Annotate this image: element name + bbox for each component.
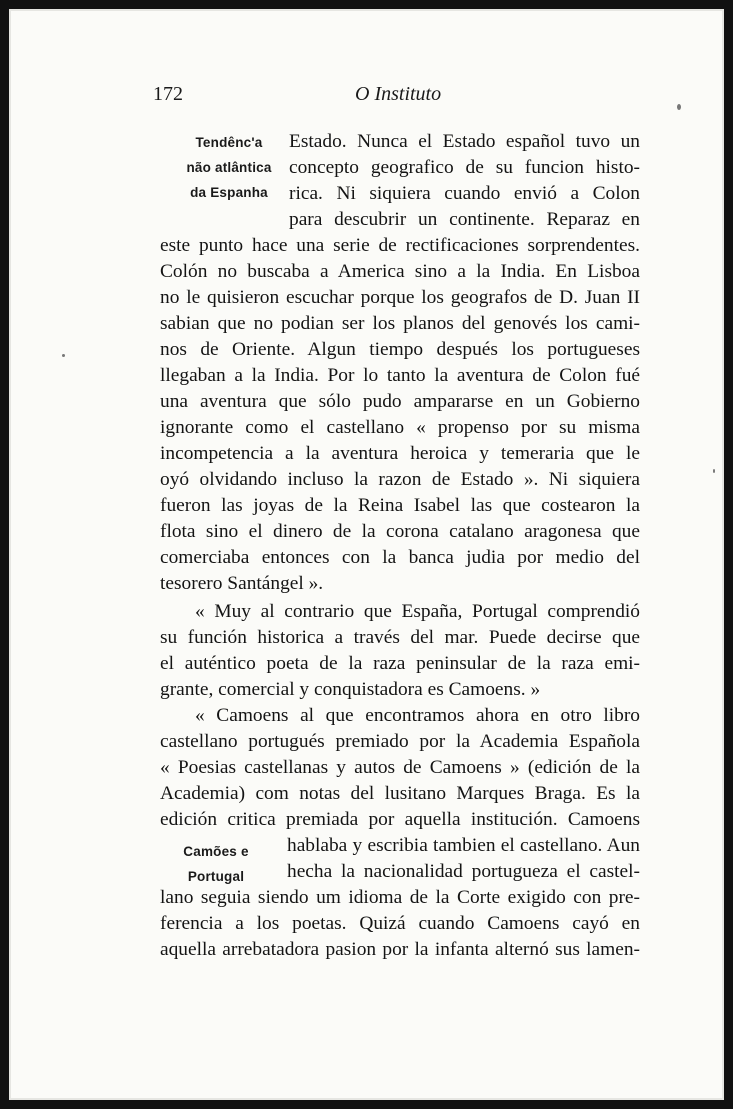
- margin-note-line: Tendênc'a: [195, 135, 263, 150]
- page-header: [9, 83, 724, 113]
- text-line: una aventura que sólo pudo ampararse en un Gobierno: [160, 391, 640, 412]
- text-line: Estado. Nunca el Estado español tuvo un: [289, 131, 640, 152]
- text-line: ignorante como el castellano « propenso por su misma: [160, 417, 640, 438]
- text-line: aquella arrebatadora pasion por la infanta alternó sus lamen-: [160, 939, 640, 960]
- text-line: incompetencia a la aventura heroica y temeraria que le: [160, 443, 640, 464]
- text-line: comerciaba entonces con la banca judia por medio del: [160, 547, 640, 568]
- text-line: no le quisieron escuchar porque los geografos de D. Juan II: [160, 287, 640, 308]
- text-line: concepto geografico de su funcion histo-: [289, 157, 640, 178]
- text-line: oyó olvidando incluso la razon de Estado ». Ni siquiera: [160, 469, 640, 490]
- text-line: nos de Oriente. Algun tiempo después los portugueses: [160, 339, 640, 360]
- margin-note-line: da Espanha: [190, 185, 268, 200]
- text-line: ferencia a los poetas. Quizá cuando Camoens cayó en: [160, 913, 640, 934]
- page-number: 172: [153, 83, 183, 105]
- text-line: hecha la nacionalidad portugueza el castel-: [287, 861, 640, 882]
- text-line: lano seguia siendo um idioma de la Corte exigido con pre-: [160, 887, 640, 908]
- margin-note-line: Camões e Portugal: [183, 844, 249, 884]
- text-line: « Camoens al que encontramos ahora en otro libro: [195, 705, 640, 726]
- text-line: edición critica premiada por aquella institución. Camoens: [160, 809, 640, 830]
- running-head: O Instituto: [355, 83, 442, 105]
- text-line: este punto hace una serie de rectificaciones sorprendentes.: [160, 235, 640, 256]
- text-line: sabian que no podian ser los planos del genovés los cami-: [160, 313, 640, 334]
- text-line: llegaban a la India. Por lo tanto la aventura de Colon fué: [160, 365, 640, 386]
- text-line: tesorero Santángel ».: [160, 573, 324, 594]
- text-line: grante, comercial y conquistadora es Camoens. »: [160, 679, 541, 700]
- text-line: hablaba y escribia tambien el castellano. Aun: [287, 835, 640, 856]
- paper-speck: [62, 354, 65, 357]
- text-line: su función historica a través del mar. Puede decirse que: [160, 627, 640, 648]
- margin-note-line: não atlântica: [186, 160, 272, 175]
- text-line: rica. Ni siquiera cuando envió a Colon: [289, 183, 640, 204]
- text-line: Academia) com notas del lusitano Marques Braga. Es la: [160, 783, 640, 804]
- text-line: Colón no buscaba a America sino a la India. En Lisboa: [160, 261, 640, 282]
- text-line: el auténtico poeta de la raza peninsular de la raza emi-: [160, 653, 640, 674]
- text-line: flota sino el dinero de la corona catalano aragonesa que: [160, 521, 640, 542]
- text-line: para descubrir un continente. Reparaz en: [289, 209, 640, 230]
- text-line: « Muy al contrario que España, Portugal comprendió: [195, 601, 640, 622]
- paper-speck: [713, 469, 715, 473]
- text-line: « Poesias castellanas y autos de Camoens » (edición de la: [160, 757, 640, 778]
- text-line: castellano portugués premiado por la Academia Española: [160, 731, 640, 752]
- book-page: [9, 9, 724, 1100]
- margin-note-tendencia: [179, 130, 279, 205]
- margin-note-camoes: [156, 839, 276, 889]
- paper-speck: [677, 104, 681, 110]
- text-line: fueron las joyas de la Reina Isabel las que costearon la: [160, 495, 640, 516]
